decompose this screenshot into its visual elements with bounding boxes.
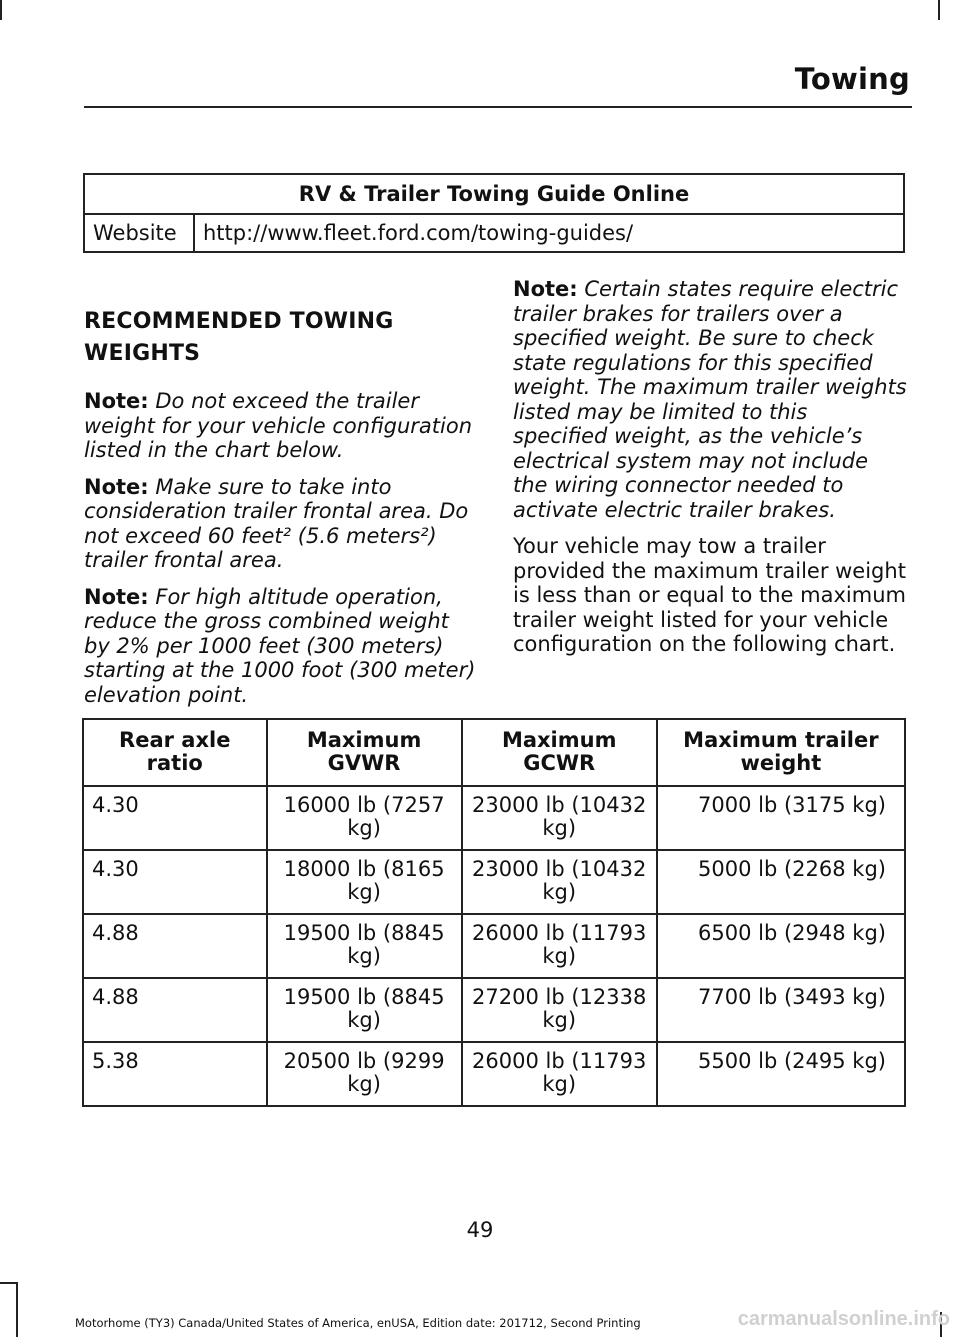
note-paragraph	[84, 585, 476, 708]
note-label: Note:	[84, 474, 149, 499]
table-header-row	[84, 174, 904, 214]
note-paragraph	[84, 389, 476, 463]
table-row	[83, 914, 905, 978]
towing-weights-table	[82, 718, 906, 1107]
note-label: Note:	[84, 584, 149, 609]
right-column	[513, 277, 908, 657]
table-cell: 18000 lb (8165 kg)	[267, 850, 462, 914]
website-link[interactable]: http://www.fleet.ford.com/towing-guides/	[194, 214, 904, 252]
table-cell: 26000 lb (11793 kg)	[462, 1042, 657, 1106]
crop-mark	[16, 1282, 18, 1337]
column-header-rear-axle-ratio: Rear axle ratio	[83, 719, 267, 786]
table-row	[83, 850, 905, 914]
column-header-max-gvwr: Maximum GVWR	[267, 719, 462, 786]
guide-table-title: RV & Trailer Towing Guide Online	[84, 174, 904, 214]
note-text: Make sure to take into consideration trailer frontal area. Do not exceed 60 feet² (5.6 meters²) trailer frontal area.	[84, 474, 469, 572]
table-cell: 19500 lb (8845 kg)	[267, 978, 462, 1042]
table-cell: 5000 lb (2268 kg)	[657, 850, 905, 914]
table-cell: 26000 lb (11793 kg)	[462, 914, 657, 978]
table-cell: 4.88	[83, 914, 267, 978]
note-label: Note:	[84, 389, 149, 413]
column-header-max-gcwr: Maximum GCWR	[462, 719, 657, 786]
crop-mark	[0, 0, 2, 20]
table-row	[83, 978, 905, 1042]
note-label: Note:	[513, 277, 578, 301]
note-paragraph	[84, 475, 476, 573]
table-cell: 5.38	[83, 1042, 267, 1106]
table-cell: 7000 lb (3175 kg)	[657, 786, 905, 850]
table-cell: 23000 lb (10432 kg)	[462, 786, 657, 850]
note-paragraph	[513, 277, 908, 522]
note-text: For high altitude operation, reduce the gross combined weight by 2% per 1000 feet (300 meters) starting at the 1000 foot (300 meter) elevation point.	[84, 584, 476, 707]
towing-guide-table	[83, 173, 905, 253]
column-header-max-trailer-weight: Maximum trailer weight	[657, 719, 905, 786]
section-heading	[84, 306, 476, 370]
section-heading-line: RECOMMENDED TOWING	[84, 309, 394, 334]
footer-edition-text: Motorhome (TY3) Canada/United States of America, enUSA, Edition date: 201712, Second Printing	[75, 1316, 641, 1330]
left-column	[84, 306, 476, 719]
website-label: Website	[84, 214, 194, 252]
table-row	[83, 786, 905, 850]
note-text: Certain states require electric trailer brakes for trailers over a specified weight. Be sure to check state regulations for this specified weight. The maximum trailer weights listed may be limited to this specified weight, as the vehicle’s electrical system may not include the wiring connector needed to activate electric trailer brakes.	[513, 277, 907, 522]
table-cell: 20500 lb (9299 kg)	[267, 1042, 462, 1106]
section-heading-line: WEIGHTS	[84, 341, 201, 366]
table-row	[84, 214, 904, 252]
note-text: Do not exceed the trailer weight for your vehicle configuration listed in the chart below.	[84, 389, 473, 462]
table-cell: 7700 lb (3493 kg)	[657, 978, 905, 1042]
table-cell: 5500 lb (2495 kg)	[657, 1042, 905, 1106]
table-cell: 27200 lb (12338 kg)	[462, 978, 657, 1042]
table-cell: 23000 lb (10432 kg)	[462, 850, 657, 914]
table-row	[83, 1042, 905, 1106]
page-number: 49	[466, 1218, 494, 1242]
crop-mark	[0, 1282, 16, 1284]
table-cell: 16000 lb (7257 kg)	[267, 786, 462, 850]
header-divider	[84, 106, 912, 108]
table-cell: 6500 lb (2948 kg)	[657, 914, 905, 978]
table-header-row	[83, 719, 905, 786]
crop-mark	[938, 0, 940, 20]
page-header-title: Towing	[794, 62, 910, 96]
table-cell: 4.88	[83, 978, 267, 1042]
watermark: carmanualsonline.info	[737, 1308, 950, 1330]
table-cell: 4.30	[83, 786, 267, 850]
body-paragraph: Your vehicle may tow a trailer provided the maximum trailer weight is less than or equal to the maximum trailer weight listed for your vehicle configuration on the following chart.	[513, 534, 906, 656]
table-cell: 4.30	[83, 850, 267, 914]
table-cell: 19500 lb (8845 kg)	[267, 914, 462, 978]
